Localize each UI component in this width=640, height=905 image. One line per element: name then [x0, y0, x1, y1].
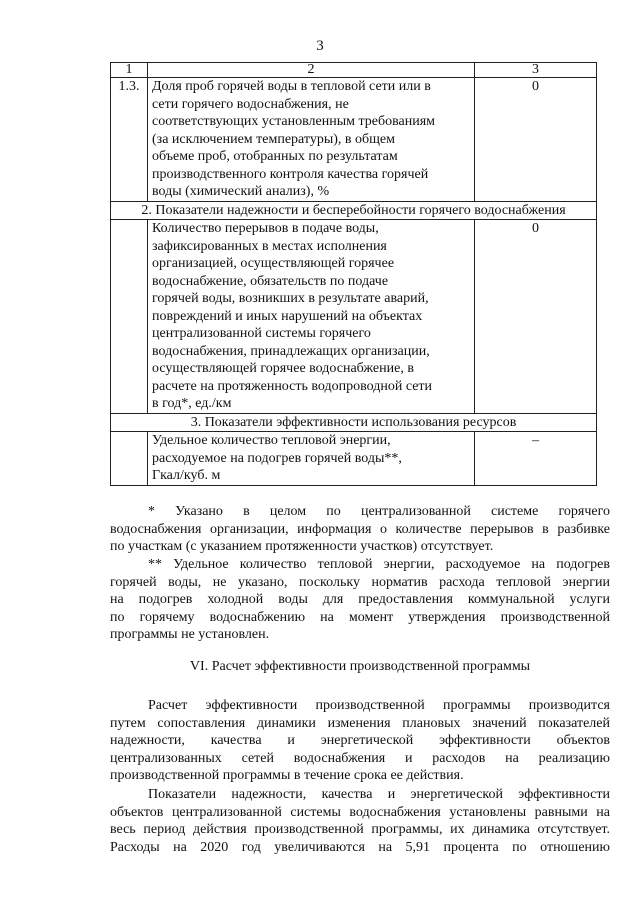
paragraph-line: путем сопоставления динамики изменения плановых значений показателей [110, 715, 610, 731]
table-header-row [111, 63, 597, 78]
description-line: зафиксированных в местах исполнения [152, 238, 387, 254]
row-number: 1.3. [111, 78, 148, 202]
description-line: Удельное количество тепловой энергии, [152, 433, 391, 448]
indicators-table [110, 62, 597, 486]
description-line: расчете на протяженность водопроводной сети [152, 378, 433, 394]
paragraph-line: весь период действия производственной программы, их динамика отсутствует. [110, 822, 610, 837]
footnote-heat-energy [110, 556, 610, 644]
description-line: осуществляющей горячее водоснабжение, в [152, 361, 414, 376]
description-line: производственного контроля качества горячей [152, 166, 429, 182]
paragraph-line: Расходы на 2020 год увеличиваются на 5,91 процента по отношению [110, 839, 610, 855]
footnote-line: ** Удельное количество тепловой энергии, расходуемое на подогрев [148, 557, 610, 572]
description-line: в год*, ед./км [152, 396, 232, 411]
description-line: объеме проб, отобранных по результатам [152, 149, 398, 164]
description-line: повреждений и иных нарушений на объектах [152, 308, 423, 324]
section-row [111, 413, 597, 432]
description-line: водоснабжение, обязательств по подаче [152, 273, 389, 289]
row-description [148, 432, 475, 486]
footnote-interruptions [110, 503, 610, 556]
description-line: соответствующих установленным требованиям [152, 114, 436, 129]
row-value: 0 [475, 78, 597, 202]
description-line: горячей воды, возникших в результате аварий, [152, 291, 429, 306]
description-line: Гкал/куб. м [152, 468, 221, 483]
row-description [148, 220, 475, 414]
row-value: – [475, 432, 597, 486]
description-line: централизованной системы горячего [152, 326, 371, 341]
section-title-resources: 3. Показатели эффективности использования ресурсов [111, 413, 597, 432]
paragraph-efficiency-calculation [110, 697, 610, 785]
paragraph-line: Расчет эффективности производственной программы производится [148, 698, 610, 713]
section-row [111, 201, 597, 220]
description-line: организацией, осуществляющей горячее [152, 256, 395, 271]
description-line: сети горячего водоснабжения, не [152, 96, 349, 112]
footnote-line: на подогрев холодной воды для предоставления коммунальной услуги [110, 592, 610, 607]
paragraph-line: надежности, качества и энергетической эффективности объектов [110, 733, 610, 748]
paragraph-line: Показатели надежности, качества и энергетической эффективности [148, 787, 610, 802]
footnote-line: водоснабжения организации, информация о количестве перерывов в разбивке [110, 521, 610, 537]
row-number [111, 220, 148, 414]
table-row [111, 432, 597, 486]
paragraph-line: производственной программы в течение срока ее действия. [110, 768, 464, 783]
footnote-line: программы не установлен. [110, 627, 270, 642]
row-description [148, 78, 475, 202]
paragraph-line: централизованных сетей водоснабжения и расходов на реализацию [110, 750, 610, 766]
section-title-reliability: 2. Показатели надежности и бесперебойности горячего водоснабжения [111, 201, 597, 220]
paragraph-indicators [110, 786, 610, 856]
paragraph-line: объектов централизованной системы водоснабжения установлены равными на [110, 804, 610, 820]
footnote-line: по участкам (с указанием протяженности участков) отсутствует. [110, 539, 494, 554]
footnote-line: по горячему водоснабжению на момент утверждения производственной [110, 609, 610, 625]
header-col-1: 1 [111, 63, 148, 78]
table-row [111, 78, 597, 202]
footnote-line: горячей воды, не указано, поскольку норматив расхода тепловой энергии [110, 574, 610, 590]
footnote-line: * Указано в целом по централизованной системе горячего [148, 504, 610, 519]
description-line: воды (химический анализ), % [152, 184, 330, 199]
description-line: расходуемое на подогрев горячей воды**, [152, 450, 402, 466]
description-line: Доля проб горячей воды в тепловой сети или в [152, 79, 431, 94]
description-line: Количество перерывов в подаче воды, [152, 221, 379, 236]
header-col-2: 2 [148, 63, 475, 78]
page-number: 3 [316, 38, 324, 54]
row-number [111, 432, 148, 486]
row-value: 0 [475, 220, 597, 414]
table-row [111, 220, 597, 414]
description-line: водоснабжения, принадлежащих организации, [152, 343, 430, 359]
description-line: (за исключением температуры), в общем [152, 131, 395, 147]
section-heading: VI. Расчет эффективности производственной программы [189, 659, 531, 674]
header-col-3: 3 [475, 63, 597, 78]
